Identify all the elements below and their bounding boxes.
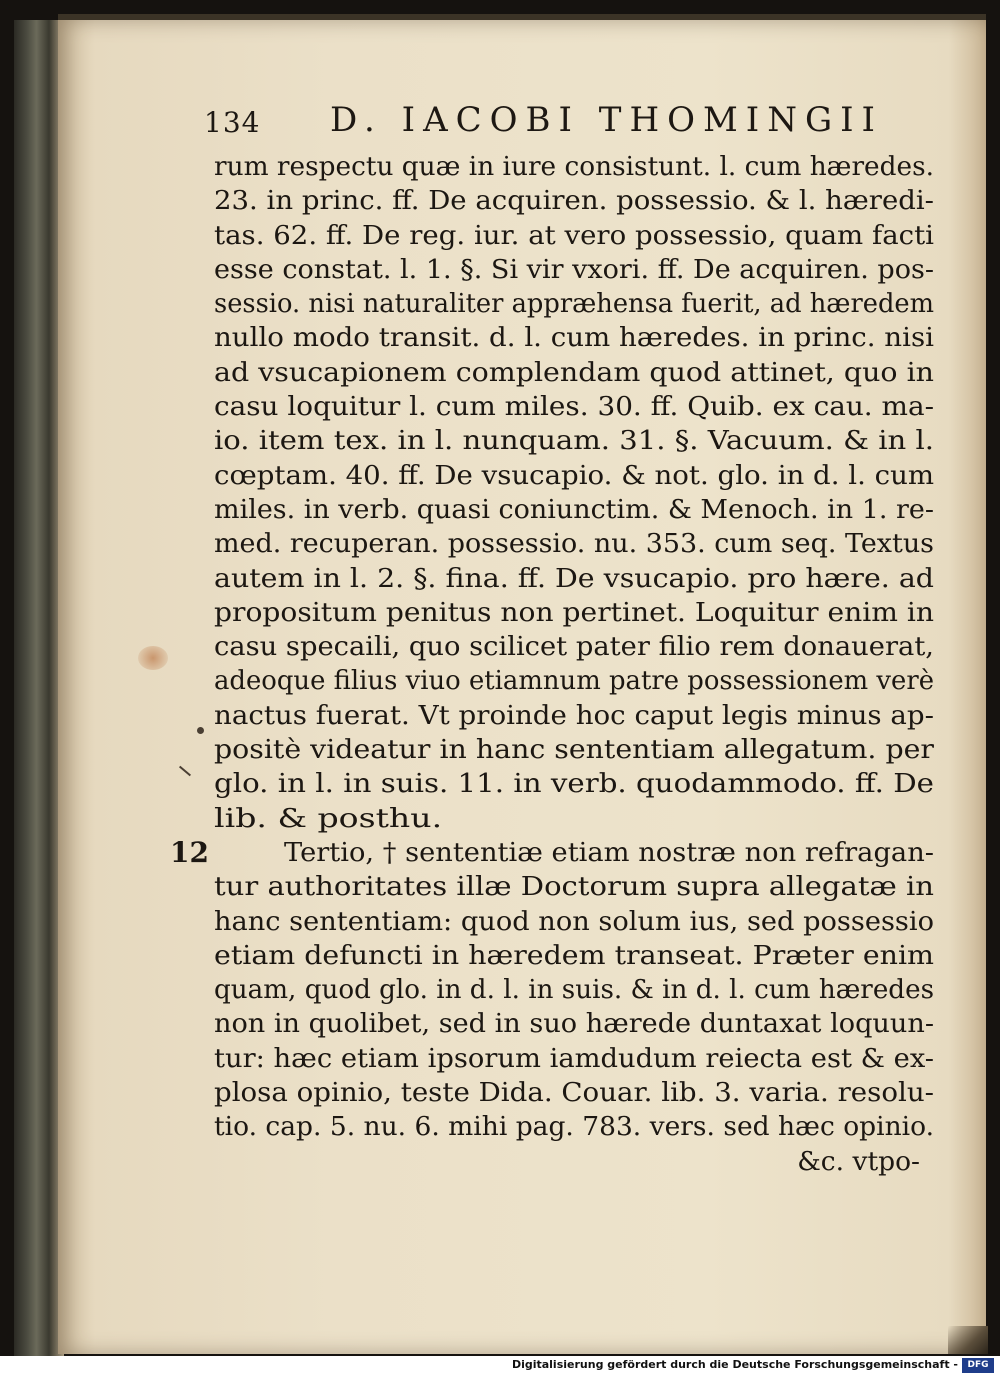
text-line: tur: hæc etiam ipsorum iamdudum reiecta est & ex- (214, 1042, 934, 1074)
text-line: nullo modo transit. d. l. cum hæredes. in princ. nisi (214, 322, 934, 354)
running-head: D. IACOBI THOMINGII (330, 100, 883, 140)
text-line: quam, quod glo. in d. l. in suis. & in d. l. cum hæredes (214, 974, 934, 1006)
text-line: tur authoritates illæ Doctorum supra allegatæ in (214, 871, 934, 903)
text-line: nactus fuerat. Vt proinde hoc caput legis minus ap- (214, 699, 934, 731)
text-line: miles. in verb. quasi coniunctim. & Menoch. in 1. re- (214, 493, 934, 525)
book-spine (14, 20, 64, 1358)
text-line: hanc sententiam: quod non solum ius, sed possessio (214, 905, 934, 937)
text-line: casu specaili, quo scilicet pater filio rem donauerat, (214, 631, 934, 663)
text-line: cœptam. 40. ff. De vsucapio. & not. glo. in d. l. cum (214, 459, 934, 491)
text-line: lib. & posthu. (214, 802, 443, 834)
page-corner-wear (948, 1326, 988, 1354)
text-line: esse constat. l. 1. §. Si vir vxori. ff. De acquiren. pos- (214, 253, 934, 285)
text-line: non in quolibet, sed in suo hærede duntaxat loquun- (214, 1008, 934, 1040)
body-text (214, 150, 934, 1179)
text-line: propositum penitus non pertinet. Loquitur enim in (214, 596, 935, 628)
footer-bar (0, 1356, 1000, 1376)
text-line: rum respectu quæ in iure consistunt. l. cum hæredes. (214, 151, 934, 182)
text-line: positè videatur in hanc sententiam allegatum. per (214, 734, 934, 766)
dfg-logo[interactable]: DFG (962, 1358, 994, 1373)
text-line: Tertio, † sententiæ etiam nostræ non refragan- (284, 836, 934, 868)
text-line: ad vsucapionem complendam quod attinet, quo in (214, 356, 935, 388)
margin-dot-mark (197, 727, 204, 734)
page-header (204, 100, 924, 144)
text-line: casu loquitur l. cum miles. 30. ff. Quib. ex cau. ma- (214, 391, 934, 423)
text-line: etiam defuncti in hæredem transeat. Præter enim (214, 939, 934, 971)
text-line: tio. cap. 5. nu. 6. mihi pag. 783. vers. sed hæc opinio. (214, 1111, 934, 1143)
page-stain (138, 646, 168, 670)
text-line: plosa opinio, teste Dida. Couar. lib. 3. varia. resolu- (214, 1077, 934, 1109)
text-line: adeoque filius viuo etiamnum patre possessionem verè (214, 665, 934, 697)
text-line: 23. in princ. ff. De acquiren. possessio. & l. hæredi- (214, 185, 934, 217)
text-line: med. recuperan. possessio. nu. 353. cum seq. Textus (214, 528, 935, 560)
margin-number: 12 (170, 836, 209, 869)
text-line: sessio. nisi naturaliter appræhensa fuerit, ad hæredem (214, 288, 934, 320)
text-line: tas. 62. ff. De reg. iur. at vero possessio, quam facti (214, 219, 934, 251)
text-line: io. item tex. in l. nunquam. 31. §. Vacuum. & in l. (214, 425, 934, 457)
text-line: autem in l. 2. §. fina. ff. De vsucapio. pro hære. ad (214, 562, 934, 594)
folio-number: 134 (204, 106, 261, 139)
catchword: &c. vtpo- (797, 1145, 920, 1177)
text-line: glo. in l. in suis. 11. in verb. quodammodo. ff. De (214, 768, 934, 800)
digitization-credit: Digitalisierung gefördert durch die Deutsche Forschungsgemeinschaft - (511, 1358, 958, 1371)
